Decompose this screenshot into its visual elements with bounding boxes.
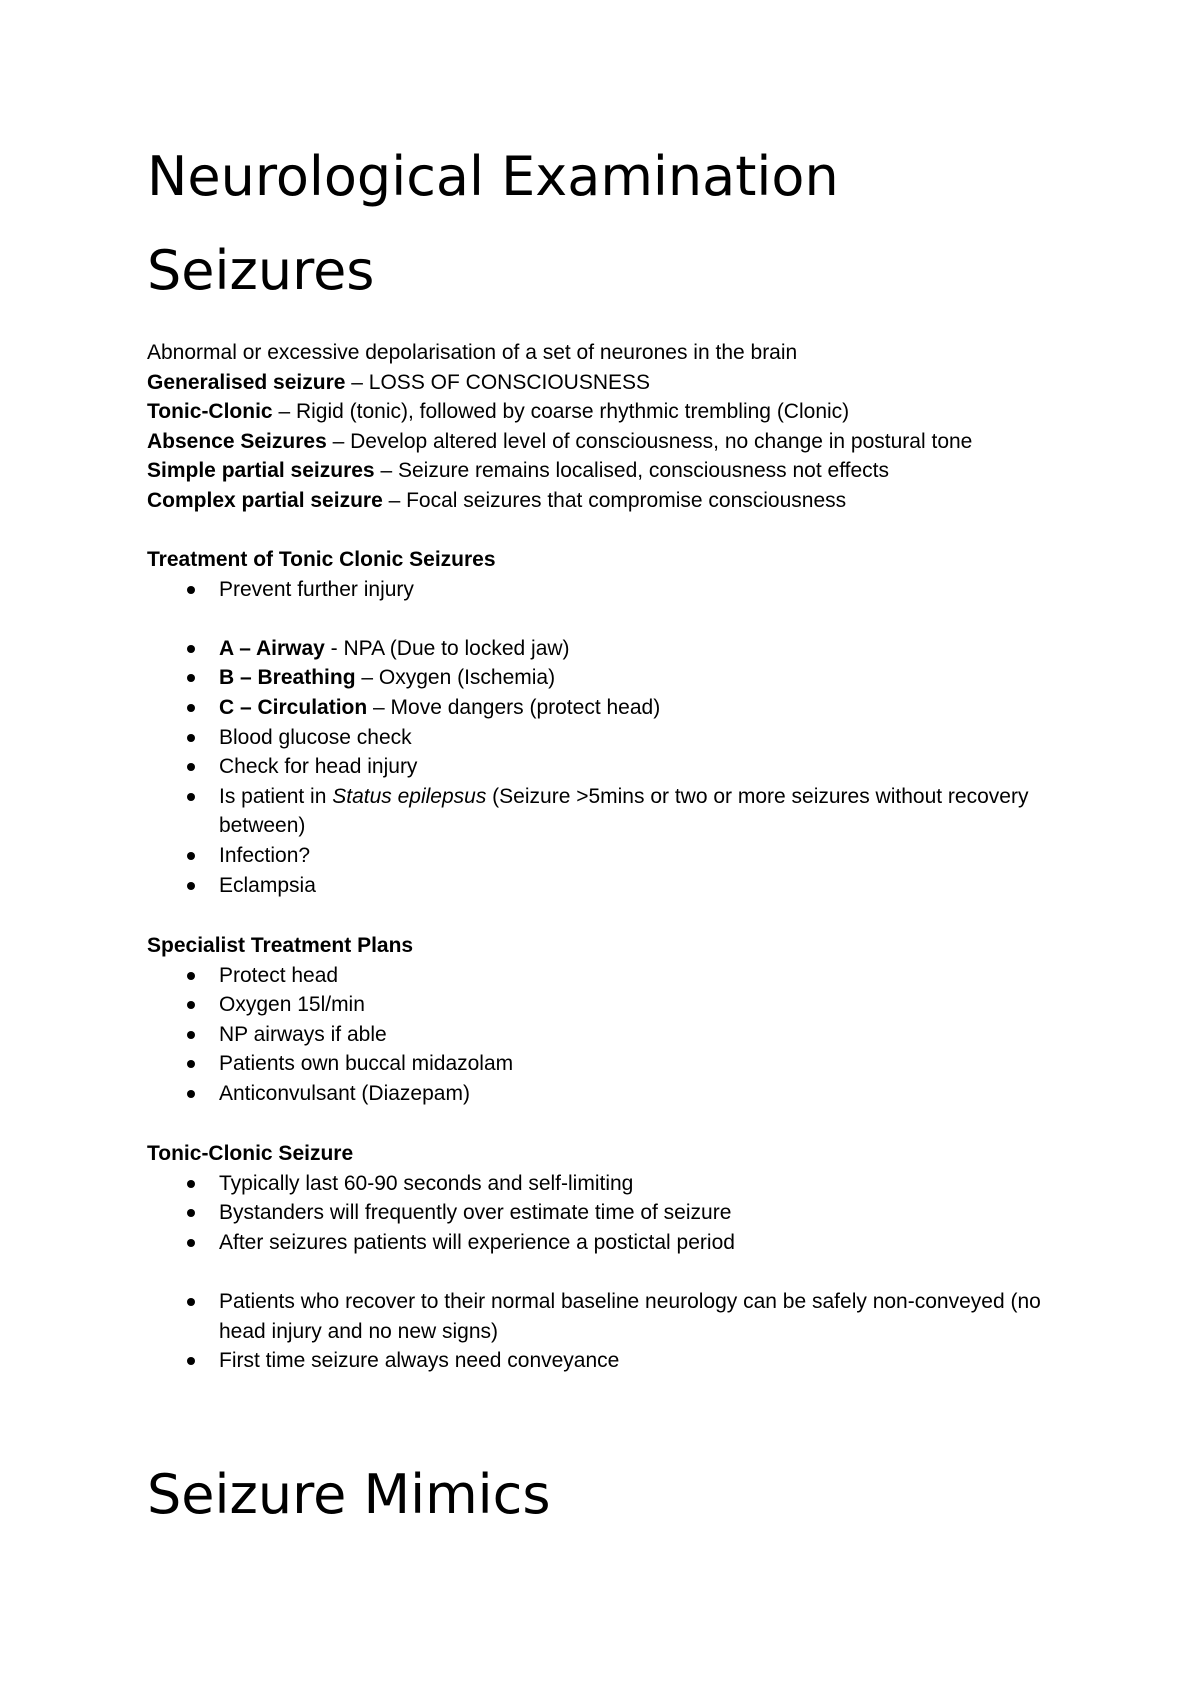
definition-text: LOSS OF CONSCIOUSNESS	[368, 370, 651, 394]
definition-tonic-clonic	[147, 397, 1077, 427]
definition-term: Generalised seizure	[147, 370, 346, 394]
specialist-heading: Specialist Treatment Plans	[147, 934, 414, 957]
abc-term: A – Airway	[219, 636, 325, 660]
definition-separator: –	[272, 400, 296, 424]
document-title: Neurological Examination	[147, 145, 839, 208]
tonic-clonic-section	[147, 1139, 1077, 1376]
treatment-heading: Treatment of Tonic Clonic Seizures	[147, 548, 496, 571]
abc-text: - NPA (Due to locked jaw)	[324, 636, 570, 660]
treatment-list	[147, 575, 1077, 605]
list-item: Eclampsia	[147, 871, 1077, 901]
list-item: Patients who recover to their normal baseline neurology can be safely non-conveyed (no head injury and no new signs)	[147, 1287, 1077, 1346]
status-italic: Status epilepsus	[332, 784, 487, 808]
definition-term: Tonic-Clonic	[147, 400, 273, 424]
list-item: Prevent further injury	[147, 575, 1077, 605]
treatment-section	[147, 545, 1077, 900]
list-item: Protect head	[147, 961, 1077, 991]
section-heading-seizure-mimics: Seizure Mimics	[147, 1463, 551, 1526]
list-item: Patients own buccal midazolam	[147, 1049, 1077, 1079]
definition-complex-partial	[147, 486, 1077, 516]
list-item: Typically last 60-90 seconds and self-limiting	[147, 1169, 1077, 1199]
definition-generalised	[147, 368, 1077, 398]
list-item: After seizures patients will experience a postictal period	[147, 1228, 1077, 1258]
list-item	[147, 663, 1077, 693]
specialist-section	[147, 931, 1077, 1109]
definition-separator: –	[345, 370, 369, 394]
list-item: Anticonvulsant (Diazepam)	[147, 1079, 1077, 1109]
list-item: Oxygen 15l/min	[147, 990, 1077, 1020]
abc-term: B – Breathing	[219, 666, 356, 690]
abc-text: – Move dangers (protect head)	[367, 695, 661, 719]
tonic-clonic-heading: Tonic-Clonic Seizure	[147, 1142, 354, 1165]
list-item	[147, 634, 1077, 664]
list-item	[147, 782, 1077, 841]
definitions-block	[147, 338, 1077, 516]
spacer	[147, 1257, 1077, 1287]
list-item: Bystanders will frequently over estimate time of seizure	[147, 1198, 1077, 1228]
definition-separator: –	[382, 488, 407, 512]
list-item: Blood glucose check	[147, 723, 1077, 753]
specialist-list	[147, 961, 1077, 1109]
definition-intro: Abnormal or excessive depolarisation of a set of neurones in the brain	[147, 341, 798, 364]
tonic-clonic-list-b	[147, 1287, 1077, 1376]
definition-term: Simple partial seizures	[147, 459, 375, 483]
definition-separator: –	[374, 459, 398, 483]
definition-text: Develop altered level of consciousness, no change in postural tone	[350, 429, 973, 453]
definition-term: Complex partial seizure	[147, 488, 383, 512]
list-item	[147, 693, 1077, 723]
definition-simple-partial	[147, 456, 1077, 486]
status-prefix: Is patient in	[219, 784, 333, 808]
definition-text: Focal seizures that compromise consciousness	[406, 488, 847, 512]
list-item: First time seizure always need conveyance	[147, 1346, 1077, 1376]
definition-text: Rigid (tonic), followed by coarse rhythmic trembling (Clonic)	[295, 400, 850, 424]
list-item: NP airways if able	[147, 1020, 1077, 1050]
list-item: Infection?	[147, 841, 1077, 871]
section-heading-seizures: Seizures	[147, 239, 375, 302]
spacer	[147, 604, 1077, 634]
abc-text: – Oxygen (Ischemia)	[355, 666, 556, 690]
definition-separator: –	[326, 429, 351, 453]
tonic-clonic-list-a	[147, 1169, 1077, 1258]
definition-term: Absence Seizures	[147, 429, 327, 453]
abc-term: C – Circulation	[219, 695, 368, 719]
definition-absence	[147, 427, 1077, 457]
definition-text: Seizure remains localised, consciousness not effects	[397, 459, 889, 483]
status-suffix: (Seizure >5mins or two or more seizures without recovery between)	[219, 784, 1029, 838]
treatment-abc-list	[147, 634, 1077, 900]
list-item: Check for head injury	[147, 752, 1077, 782]
